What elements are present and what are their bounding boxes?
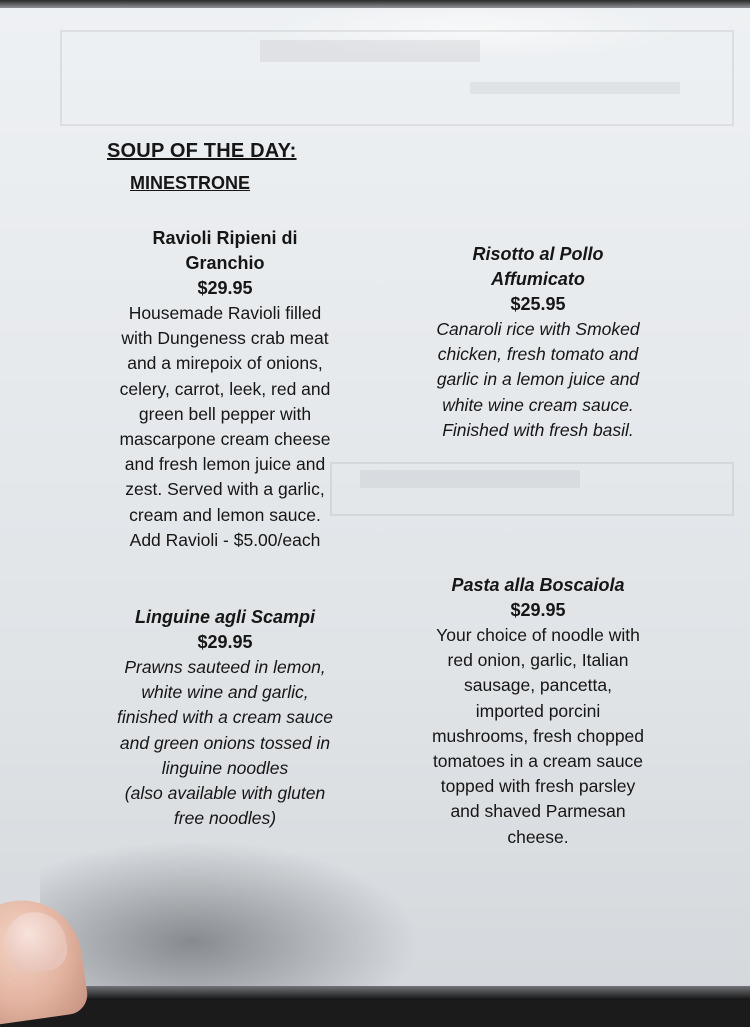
dish-description: Canaroli rice with Smoked chicken, fresh tomato and garlic in a lemon juice and white wine cream sauce. Finished with fresh basil. [436, 319, 640, 440]
dish-boscaiola [393, 573, 683, 850]
show-through-bar-1 [260, 40, 480, 62]
dish-ravioli [80, 226, 370, 553]
dish-description: Prawns sauteed in lemon, white wine and garlic, finished with a cream sauce and green onions tossed in linguine noodles (also available with gluten free noodles) [117, 657, 333, 829]
menu-sleeve-top-edge [0, 0, 750, 8]
show-through-bar-2 [470, 82, 680, 94]
soup-name: MINESTRONE [130, 173, 251, 193]
dish-price: $25.95 [510, 294, 566, 314]
dish-price: $29.95 [197, 632, 253, 652]
menu-sleeve-bottom-edge [0, 986, 750, 1000]
dish-description: Housemade Ravioli filled with Dungeness crab meat and a mirepoix of onions, celery, carrot, leek, red and green bell pepper with mascarpone cream cheese and fresh lemon juice and zest. Served with a garlic, cream and lemon sauce. Add Ravioli - $5.00/each [119, 303, 331, 550]
soup-of-the-day-heading: SOUP OF THE DAY: [107, 140, 297, 162]
dish-name: Linguine agli Scampi [134, 607, 316, 627]
dish-name: Pasta alla Boscaiola [451, 575, 625, 595]
show-through-bar-3 [360, 470, 580, 488]
dish-linguine [80, 605, 370, 831]
hand-shadow [40, 840, 420, 1000]
dish-price: $29.95 [510, 600, 566, 620]
dish-description: Your choice of noodle with red onion, garlic, Italian sausage, pancetta, imported porcini mushrooms, fresh chopped tomatoes in a cream sauce topped with fresh parsley and shaved Parmesan cheese. [431, 625, 645, 847]
dish-price: $29.95 [197, 278, 253, 298]
dish-risotto [393, 242, 683, 443]
dish-name: Ravioli Ripieni di Granchio [152, 228, 298, 273]
dish-name: Risotto al Pollo Affumicato [472, 244, 604, 289]
